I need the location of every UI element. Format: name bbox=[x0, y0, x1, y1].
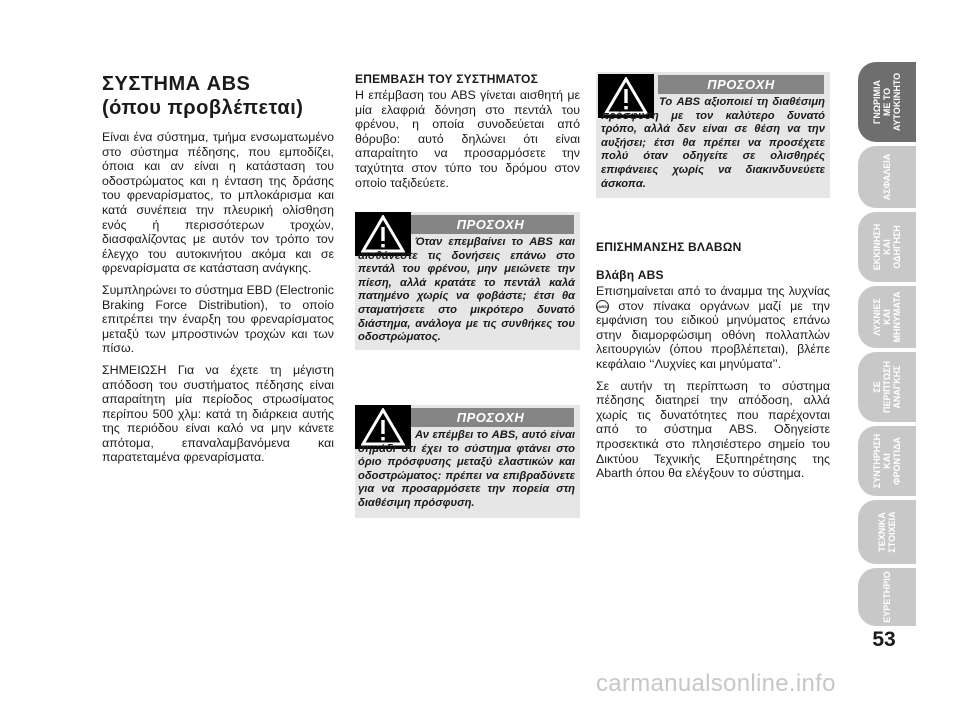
page-number: 53 bbox=[872, 628, 896, 651]
tab-index[interactable] bbox=[858, 568, 916, 626]
warning-box bbox=[355, 212, 580, 350]
tab-technical-data[interactable] bbox=[858, 500, 916, 564]
warning-box bbox=[596, 72, 830, 198]
tab-label: ΣΕ ΠΕΡΙΠΤΩΣΗ ΑΝΑΓΚΗΣ bbox=[872, 361, 902, 413]
tab-emergency[interactable] bbox=[858, 352, 916, 422]
watermark: carmanualsonline.info bbox=[596, 670, 836, 697]
warning-label: ΠΡΟΣΟΧΗ bbox=[407, 215, 574, 234]
warning-text: Όταν επεμβαίνει το ABS και αισθάνεστε τις δονήσεις επάνω στο πεντάλ του φρένου, μην μειώνετε την πίεση, αλλά κρατάτε το πεντάλ καλά πατημένο χωρίς να φοβάστε; έτσι θα σταματήσετε στο μικρότερο δυνατό διάστημα, ανάλογα με τις συνθήκες του οδοστρώματος. bbox=[358, 236, 575, 344]
tab-label: ΤΕΧΝΙΚΑ ΣΤΟΙΧΕΙΑ bbox=[877, 511, 897, 553]
warning-text: Αν επέμβει το ABS, αυτό είναι σημάδι ότι έχει το σύστημα φτάνει στο όριο πρόσφυσης μεταξύ ελαστικών και οδοστρώματος: πρέπει να επιβραδύνετε για να προσαρμόσετε την πορεία στη διαθέσιμη πρόσφυση. bbox=[358, 429, 575, 509]
paragraph: Σε αυτήν τη περίπτωση το σύστημα πέδησης διατηρεί την απόδοση, αλλά χωρίς τις δυνατότητες που παρέχονται από το σύστημα ABS. Οδηγείστε προσεκτικά στο πλησιέστερο σημείο του Δικτύου Τεχνικής Εξυπηρέτησης της Abarth όπου θα ελέγξουν το σύστημα. bbox=[596, 378, 830, 481]
section-title: ΣΥΣΤΗΜΑ ABS bbox=[102, 73, 251, 95]
tab-starting-driving[interactable] bbox=[858, 212, 916, 282]
column-left bbox=[102, 72, 334, 472]
tab-label: ΓΝΩΡΙΜΙΑ ΜΕ ΤΟ ΑΥΤΟΚΙΝΗΤΟ bbox=[872, 72, 902, 132]
section-heading: ΕΠΙΣΗΜΑΝΣΗΣ ΒΛΑΒΩΝ bbox=[596, 240, 742, 254]
subsection-heading: Βλάβη ABS bbox=[596, 268, 664, 282]
tab-label: ΣΥΝΤΗΡΗΣΗ ΚΑΙ ΦΡΟΝΤΙΔΑ bbox=[872, 433, 902, 489]
section-heading: ΕΠΕΜΒΑΣΗ ΤΟΥ ΣΥΣΤΗΜΑΤΟΣ bbox=[355, 72, 538, 86]
column-right bbox=[596, 240, 830, 488]
abs-warning-light-icon: (ABS) bbox=[596, 300, 609, 313]
section-subtitle: (όπου προβλέπεται) bbox=[102, 97, 304, 119]
column-middle bbox=[355, 72, 580, 197]
paragraph: Συμπληρώνει το σύστημα EBD (Electronic Braking Force Distribution), το οποίο επιτρέπει την έναρξη του φρεναρίσματος μεταξύ των μπροστινών τροχών και των πίσω. bbox=[102, 282, 334, 356]
tab-label: ΕΥΡΕΤΗΡΙΟ bbox=[882, 571, 892, 623]
warning-box bbox=[355, 405, 580, 518]
warning-text: Το ABS αξιοποιεί τη διαθέσιμη πρόσφυση με τον καλύτερο δυνατό τρόπο, αλλά δεν είναι σε θέση να την αυξήσει; έτσι θα πρέπει να προσέχετε πολύ όταν οδηγείτε σε ολισθηρές επιφάνειες χωρίς να διακινδυνεύετε άσκοπα. bbox=[601, 96, 825, 190]
warning-label: ΠΡΟΣΟΧΗ bbox=[658, 75, 824, 94]
paragraph: Είναι ένα σύστημα, τμήμα ενσωματωμένο στο σύστημα πέδησης, που εμποδίζει, όποια και αν είναι η κατάσταση του οδοστρώματος και η ένταση της δράσης του φρεναρίσματος, το μπλοκάρισμα και κατά συνέπεια την πλευρική ολίσθηση ενός ή περισσότερων τροχών, διασφαλίζοντας με αυτόν τον τρόπο τον έλεγχο του αυτοκινήτου ακόμα και σε φρεναρίσματα σε κατάσταση ανάγκης. bbox=[102, 130, 334, 276]
tab-getting-to-know[interactable] bbox=[858, 62, 916, 142]
note-paragraph: ΣΗΜΕΙΩΣΗ Για να έχετε τη μέγιστη απόδοση του συστήματος πέδησης είναι απαραίτητη μία περίοδος στρωσίματος περίπου 500 χλμ: κατά τη διάρκεια αυτής της περιόδου είναι καλό να μην κάνετε απότομα, επαναλαμβανόμενα και παρατεταμένα φρεναρίσματα. bbox=[102, 362, 334, 465]
tab-label: ΕΚΚΙΝΗΣΗ ΚΑΙ ΟΔΗΓΗΣΗ bbox=[872, 223, 902, 271]
paragraph-text: Επισημαίνεται από το άναμμα της λυχνίας bbox=[596, 284, 830, 298]
paragraph bbox=[596, 284, 830, 372]
paragraph: Η επέμβαση του ABS γίνεται αισθητή με μία ελαφριά δόνηση στο πεντάλ του φρένου, η οποία συνοδεύεται από θόρυβο: αυτό δηλώνει ότι είναι απαραίτητο να προσαρμόσετε την ταχύτητα στον τύπο του δρόμου στον οποίο ταξιδεύετε. bbox=[355, 88, 580, 190]
tab-maintenance[interactable] bbox=[858, 426, 916, 496]
tab-label: ΛΥΧΝΙΕΣ ΚΑΙ ΜΗΝΥΜΑΤΑ bbox=[872, 291, 902, 343]
tab-safety[interactable] bbox=[858, 146, 916, 208]
paragraph-text: στον πίνακα οργάνων μαζί με την εμφάνιση του ειδικού μηνύματος επάνω στην διαμορφώσιμη οθόνη πολλαπλών λειτουργιών (όπου προβλέπεται), βλέπε κεφάλαιο ‘‘Λυχνίες και μηνύματα’’. bbox=[596, 298, 830, 371]
warning-label: ΠΡΟΣΟΧΗ bbox=[407, 408, 574, 427]
tab-label: ΑΣΦΑΛΕΙΑ bbox=[882, 153, 892, 201]
tab-lights-messages[interactable] bbox=[858, 286, 916, 348]
